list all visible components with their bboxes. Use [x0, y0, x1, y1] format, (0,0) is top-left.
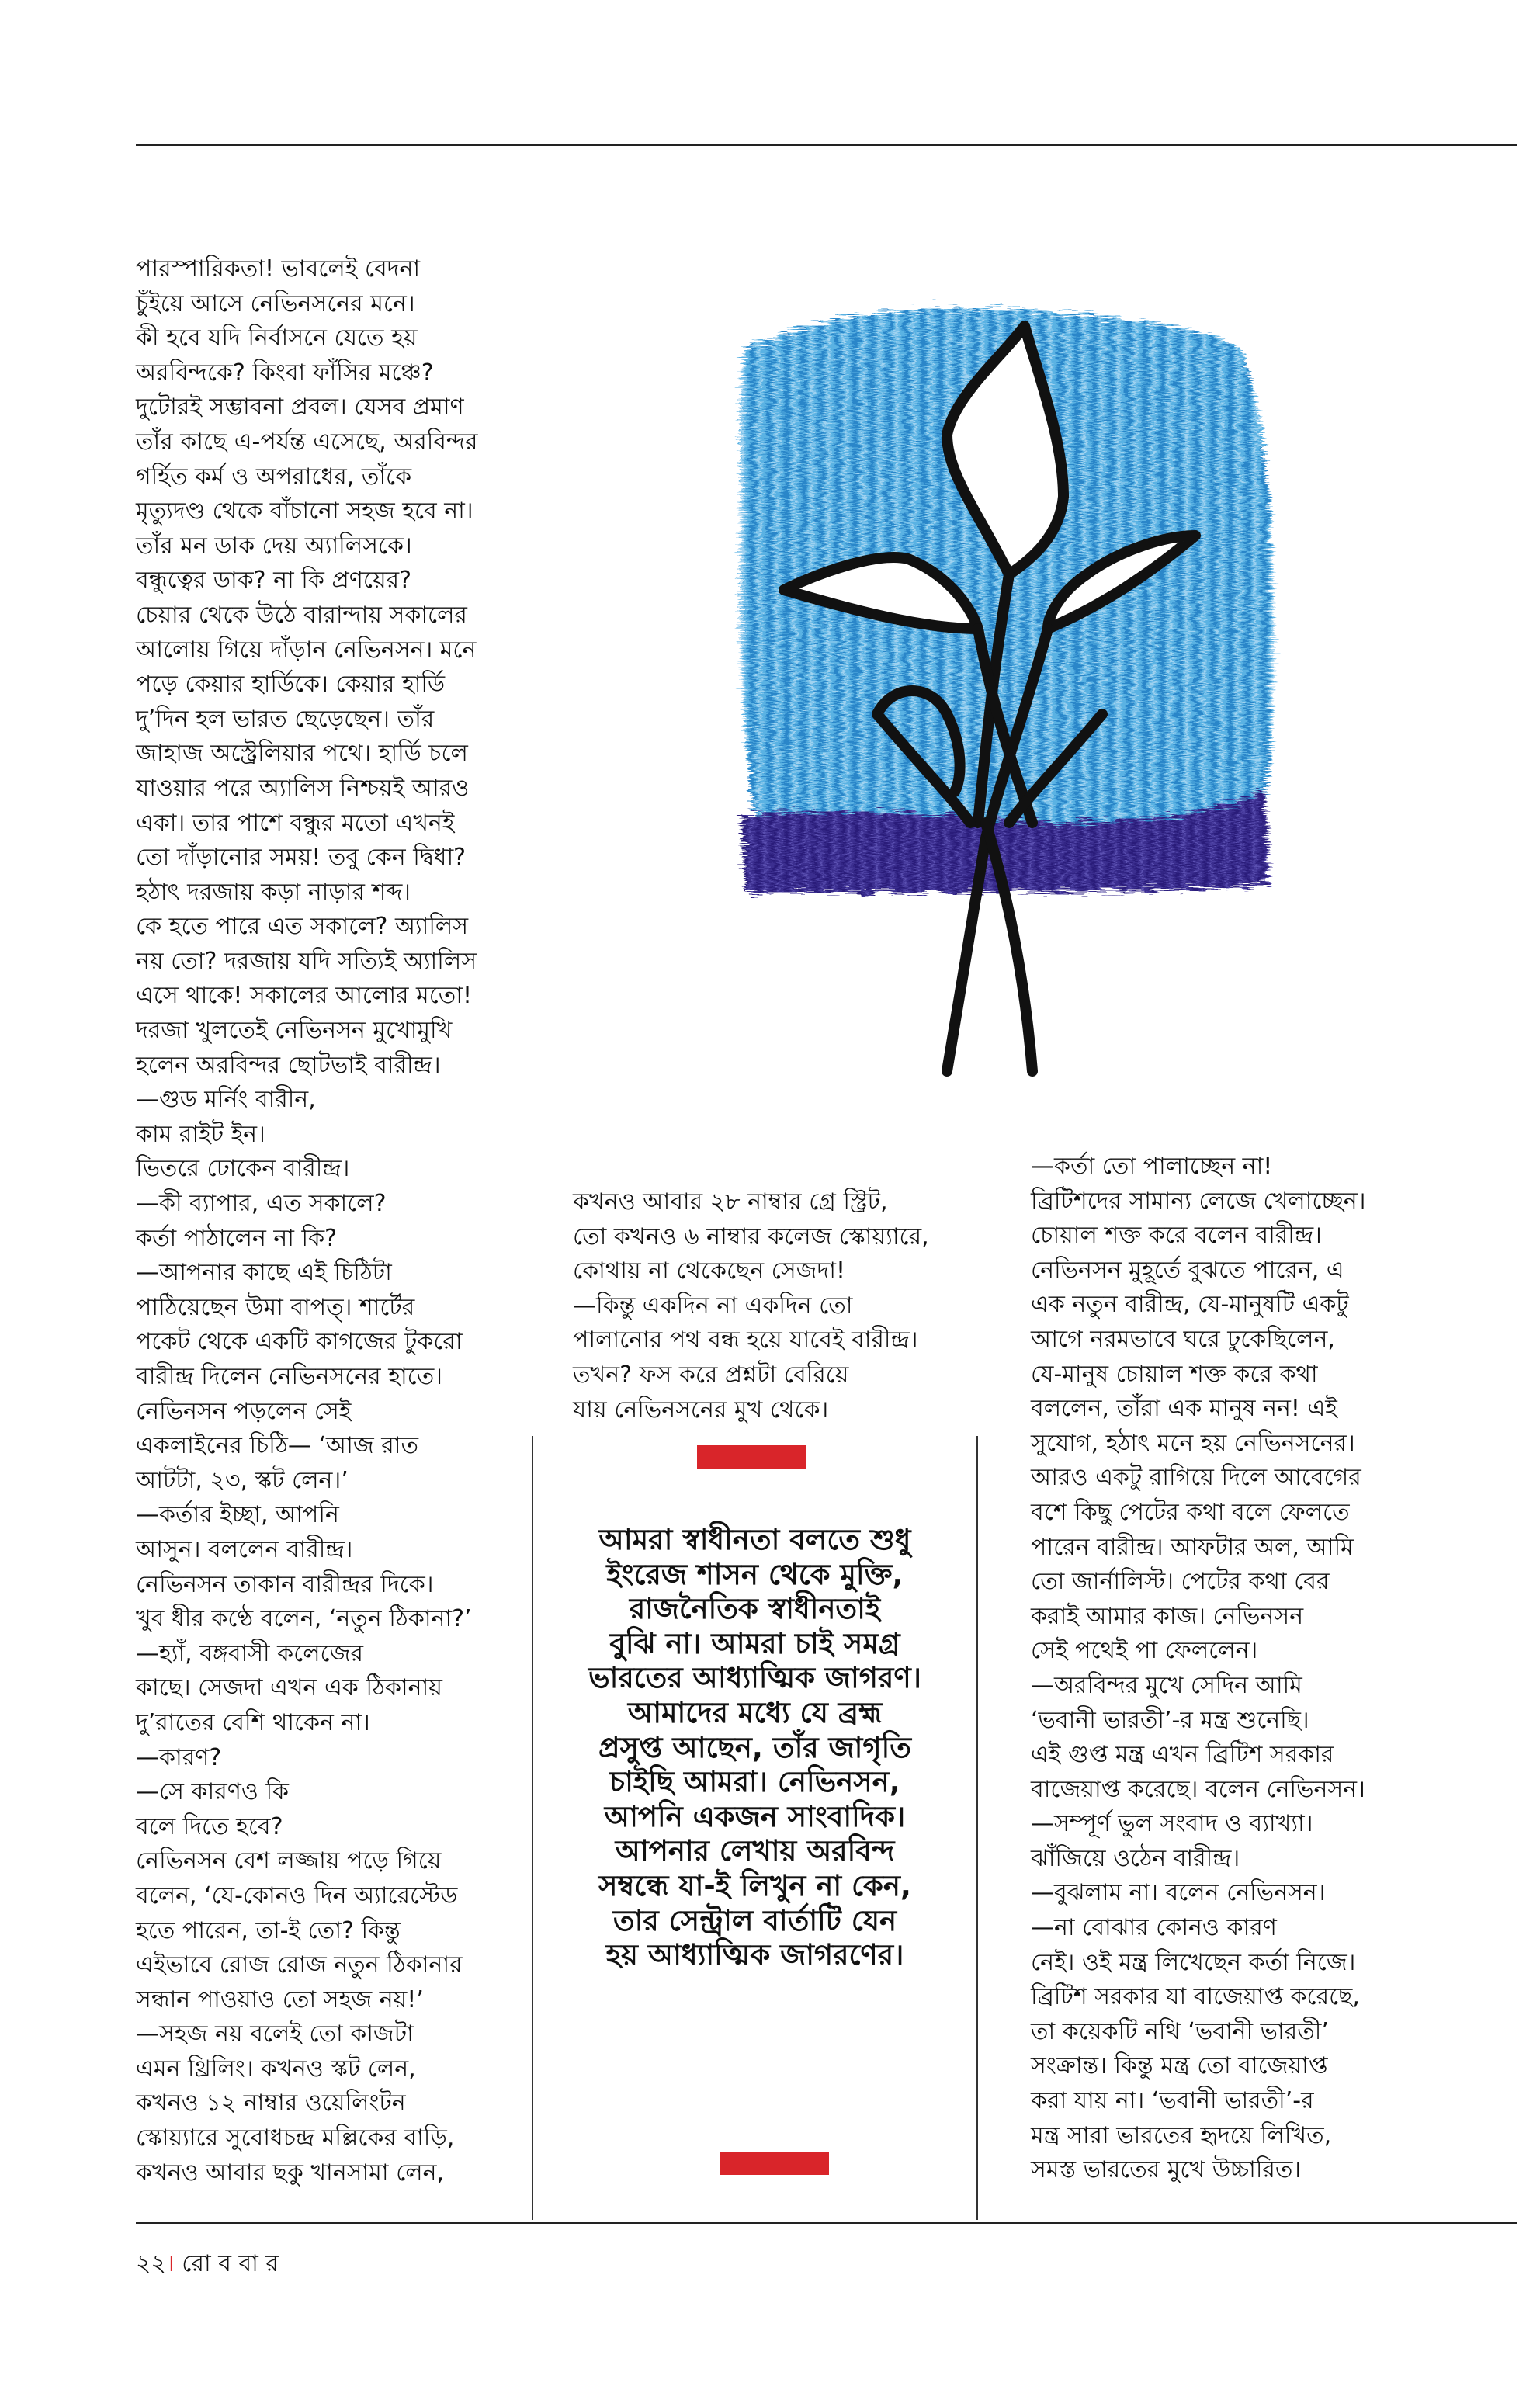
text-line: তো দাঁড়ানোর সময়! তবু কেন দ্বিধা? [136, 844, 467, 872]
text-line: আগে নরমভাবে ঘরে ঢুকেছিলেন, [1031, 1325, 1335, 1353]
text-line: তাঁর কাছে এ-পর্যন্ত এসেছে, অরবিন্দর [136, 428, 478, 456]
text-line: চেয়ার থেকে উঠে বারান্দায় সকালের [136, 601, 467, 629]
text-line: আলোয় গিয়ে দাঁড়ান নেভিনসন। মনে [136, 636, 477, 664]
text-line: দু’দিন হল ভারত ছেড়েছেন। তাঁর [136, 705, 435, 733]
text-line: যায় নেভিনসনের মুখ থেকে। [573, 1396, 829, 1424]
page-number: ২২ [136, 2250, 167, 2277]
text-line: একা। তার পাশে বন্ধুর মতো এখনই [136, 809, 455, 837]
text-line: করা যায় না। ‘ভবানী ভারতী’-র [1031, 2087, 1314, 2115]
text-line: একলাইনের চিঠি— ‘আজ রাত [136, 1432, 419, 1460]
text-line: কাছে। সেজদা এখন এক ঠিকানায় [136, 1674, 442, 1702]
text-line: নেই। ওই মন্ত্র লিখেছেন কর্তা নিজে। [1031, 1948, 1356, 1976]
text-line: যাওয়ার পরে অ্যালিস নিশ্চয়ই আরও [136, 774, 470, 802]
text-line: পারস্পারিকতা! ভাবলেই বেদনা [136, 255, 421, 283]
text-line: কোথায় না থেকেছেন সেজদা! [573, 1257, 845, 1285]
page-footer [136, 2245, 279, 2284]
text-line: প্রসুপ্ত আছেন, তাঁর জাগৃতি [598, 1730, 911, 1764]
text-line: আটটা, ২৩, স্কট লেন।’ [136, 1466, 349, 1494]
text-line: সমস্ত ভারতের মুখে উচ্চারিত। [1031, 2156, 1302, 2184]
text-line: আমাদের মধ্যে যে ব্রহ্ম [627, 1695, 883, 1729]
column-divider-right [976, 1436, 978, 2220]
text-line: বললেন, তাঁরা এক মানুষ নন! এই [1031, 1395, 1337, 1423]
text-line: সন্ধান পাওয়াও তো সহজ নয়!’ [136, 1985, 424, 2013]
pullquote-red-bar-top [697, 1445, 806, 1469]
text-line: —বুঝলাম না। বলেন নেভিনসন। [1031, 1879, 1326, 1907]
text-line: ইংরেজ শাসন থেকে মুক্তি, [606, 1557, 904, 1591]
text-line: নেভিনসন মুহূর্তে বুঝতে পারেন, এ [1031, 1256, 1344, 1284]
text-line: এসে থাকে! সকালের আলোর মতো! [136, 982, 473, 1010]
text-line: এইভাবে রোজ রোজ নতুন ঠিকানার [136, 1951, 463, 1979]
text-line: চাইছি আমরা। নেভিনসন, [609, 1765, 900, 1799]
text-line: চুঁইয়ে আসে নেভিনসনের মনে। [136, 290, 415, 317]
text-line: —অরবিন্দর মুখে সেদিন আমি [1031, 1671, 1302, 1699]
text-line: মৃত্যুদণ্ড থেকে বাঁচানো সহজ হবে না। [136, 498, 473, 525]
text-line: ভিতরে ঢোকেন বারীন্দ্র। [136, 1155, 350, 1183]
text-line: রাজনৈতিক স্বাধীনতাই [629, 1592, 881, 1626]
text-line: —সে কারণও কি [136, 1778, 290, 1806]
text-line: —কিন্তু একদিন না একদিন তো [573, 1292, 853, 1320]
text-line: দুটোরই সম্ভাবনা প্রবল। যেসব প্রমাণ [136, 394, 464, 421]
text-line: বুঝি না। আমরা চাই সমগ্র [609, 1626, 900, 1660]
text-line: বন্ধুত্বের ডাক? না কি প্রণয়ের? [136, 567, 412, 595]
text-line: —কী ব্যাপার, এত সকালে? [136, 1190, 387, 1218]
text-line: —গুড মর্নিং বারীন, [136, 1086, 316, 1114]
text-line: ‘ভবানী ভারতী’-র মন্ত্র শুনেছি। [1031, 1706, 1309, 1734]
text-line: আসুন। বললেন বারীন্দ্র। [136, 1535, 353, 1563]
text-line: ব্রিটিশদের সামান্য লেজে খেলাচ্ছেন। [1031, 1187, 1366, 1215]
text-line: আমরা স্বাধীনতা বলতে শুধু [598, 1523, 911, 1556]
text-line: পাঠিয়েছেন উমা বাপত্। শার্টের [136, 1293, 415, 1321]
text-line: জাহাজ অস্ট্রেলিয়ার পথে। হার্ডি চলে [136, 740, 468, 768]
text-line: স্কোয়্যারে সুবোধচন্দ্র মল্লিকের বাড়ি, [136, 2124, 455, 2152]
text-line: এই গুপ্ত মন্ত্র এখন ব্রিটিশ সরকার [1031, 1741, 1334, 1769]
text-line: তখন? ফস করে প্রশ্নটা বেরিয়ে [573, 1361, 849, 1389]
text-line: কখনও ১২ নাম্বার ওয়েলিংটন [136, 2090, 406, 2117]
text-line: যে-মানুষ চোয়াল শক্ত করে কথা [1031, 1360, 1318, 1388]
text-line: —কর্তার ইচ্ছা, আপনি [136, 1501, 339, 1529]
text-line: —কর্তা তো পালাচ্ছেন না! [1031, 1153, 1273, 1180]
text-line: সম্বন্ধে যা-ই লিখুন না কেন, [598, 1868, 911, 1902]
text-line: হতে পারেন, তা-ই তো? কিন্তু [136, 1916, 401, 1944]
article-column-1 [136, 252, 478, 2190]
text-line: তার সেন্ট্রাল বার্তাটি যেন [612, 1903, 897, 1937]
text-line: —কারণ? [136, 1743, 222, 1771]
text-line: ব্রিটিশ সরকার যা বাজেয়াপ্ত করেছে, [1031, 1983, 1360, 2011]
text-line: —হ্যাঁ, বঙ্গবাসী কলেজের [136, 1639, 363, 1667]
article-column-3 [1031, 1150, 1365, 2188]
text-line: কাম রাইট ইন। [136, 1120, 265, 1148]
column-divider-left [532, 1436, 533, 2220]
text-line: ভারতের আধ্যাত্মিক জাগরণ। [588, 1661, 921, 1695]
lotus-illustration [699, 279, 1304, 1102]
text-line: নেভিনসন তাকান বারীন্দ্রর দিকে। [136, 1570, 434, 1598]
text-line: তো কখনও ৬ নাম্বার কলেজ স্কোয়্যারে, [573, 1223, 929, 1250]
text-line: নেভিনসন বেশ লজ্জায় পড়ে গিয়ে [136, 1847, 442, 1875]
text-line: অরবিন্দকে? কিংবা ফাঁসির মঞ্চে? [136, 359, 434, 387]
text-line: সুযোগ, হঠাৎ মনে হয় নেভিনসনের। [1031, 1429, 1355, 1457]
text-line: হয় আধ্যাত্মিক জাগরণের। [605, 1938, 904, 1972]
text-line: দরজা খুলতেই নেভিনসন মুখোমুখি [136, 1017, 453, 1045]
text-line: বাজেয়াপ্ত করেছে। বলেন নেভিনসন। [1031, 1775, 1365, 1803]
text-line: তো জার্নালিস্ট। পেটের কথা বের [1031, 1568, 1330, 1596]
pullquote-red-bar-bottom [720, 2152, 829, 2175]
footer-separator: । [166, 2250, 175, 2277]
text-line: বলেন, ‘যে-কোনও দিন অ্যারেস্টেড [136, 1881, 458, 1909]
text-line: করাই আমার কাজ। নেভিনসন [1031, 1602, 1304, 1630]
bottom-rule [136, 2222, 1517, 2224]
text-line: নয় তো? দরজায় যদি সত্যিই অ্যালিস [136, 947, 477, 975]
text-line: —সম্পূর্ণ ভুল সংবাদ ও ব্যাখ্যা। [1031, 1810, 1313, 1838]
text-line: পকেট থেকে একটি কাগজের টুকরো [136, 1328, 463, 1356]
text-line: কে হতে পারে এত সকালে? অ্যালিস [136, 913, 469, 941]
text-line: বলে দিতে হবে? [136, 1812, 283, 1840]
top-rule [136, 144, 1517, 146]
magazine-name: রো ব বা র [182, 2250, 279, 2277]
text-line: কী হবে যদি নির্বাসনে যেতে হয় [136, 324, 418, 352]
text-line: হঠাৎ দরজায় কড়া নাড়ার শব্দ। [136, 878, 411, 906]
text-line: বশে কিছু পেটের কথা বলে ফেলতে [1031, 1498, 1350, 1526]
text-line: আপনার লেখায় অরবিন্দ [615, 1834, 895, 1868]
text-line: কর্তা পাঠালেন না কি? [136, 1224, 338, 1252]
text-line: কখনও আবার ২৮ নাম্বার গ্রে স্ট্রিট, [573, 1188, 888, 1216]
text-line: —সহজ নয় বলেই তো কাজটা [136, 2020, 414, 2048]
text-line: সেই পথেই পা ফেললেন। [1031, 1637, 1258, 1665]
text-line: পালানোর পথ বন্ধ হয়ে যাবেই বারীন্দ্র। [573, 1327, 918, 1354]
text-line: তা কয়েকটি নথি ‘ভবানী ভারতী’ [1031, 2017, 1329, 2045]
text-line: আরও একটু রাগিয়ে দিলে আবেগের [1031, 1464, 1361, 1492]
text-line: মন্ত্র সারা ভারতের হৃদয়ে লিখিত, [1031, 2121, 1332, 2149]
text-line: —না বোঝার কোনও কারণ [1031, 1914, 1277, 1942]
text-line: খুব ধীর কণ্ঠে বলেন, ‘নতুন ঠিকানা?’ [136, 1605, 472, 1633]
text-line: পারেন বারীন্দ্র। আফটার অল, আমি [1031, 1533, 1354, 1561]
text-line: গর্হিত কর্ম ও অপরাধের, তাঁকে [136, 463, 412, 491]
text-line: সংক্রান্ত। কিন্তু মন্ত্র তো বাজেয়াপ্ত [1031, 2052, 1328, 2080]
text-line: নেভিনসন পড়লেন সেই [136, 1397, 352, 1425]
text-line: দু’রাতের বেশি থাকেন না। [136, 1708, 370, 1736]
text-line: বারীন্দ্র দিলেন নেভিনসনের হাতে। [136, 1363, 442, 1390]
text-line: কখনও আবার ছকু খানসামা লেন, [136, 2159, 445, 2187]
text-line: ঝাঁজিয়ে ওঠেন বারীন্দ্র। [1031, 1844, 1240, 1872]
text-line: তাঁর মন ডাক দেয় অ্যালিসকে। [136, 532, 412, 560]
text-line: এক নতুন বারীন্দ্র, যে-মানুষটি একটু [1031, 1291, 1349, 1319]
text-line: আপনি একজন সাংবাদিক। [604, 1799, 906, 1833]
pullquote [543, 1523, 966, 1973]
text-line: হলেন অরবিন্দর ছোটভাই বারীন্দ্র। [136, 1051, 441, 1079]
article-column-2 [573, 1185, 929, 1427]
text-line: পড়ে কেয়ার হার্ডিকে। কেয়ার হার্ডি [136, 671, 446, 699]
text-line: চোয়াল শক্ত করে বলেন বারীন্দ্র। [1031, 1222, 1322, 1250]
text-line: এমন থ্রিলিং। কখনও স্কট লেন, [136, 2055, 416, 2083]
text-line: —আপনার কাছে এই চিঠিটা [136, 1259, 392, 1287]
